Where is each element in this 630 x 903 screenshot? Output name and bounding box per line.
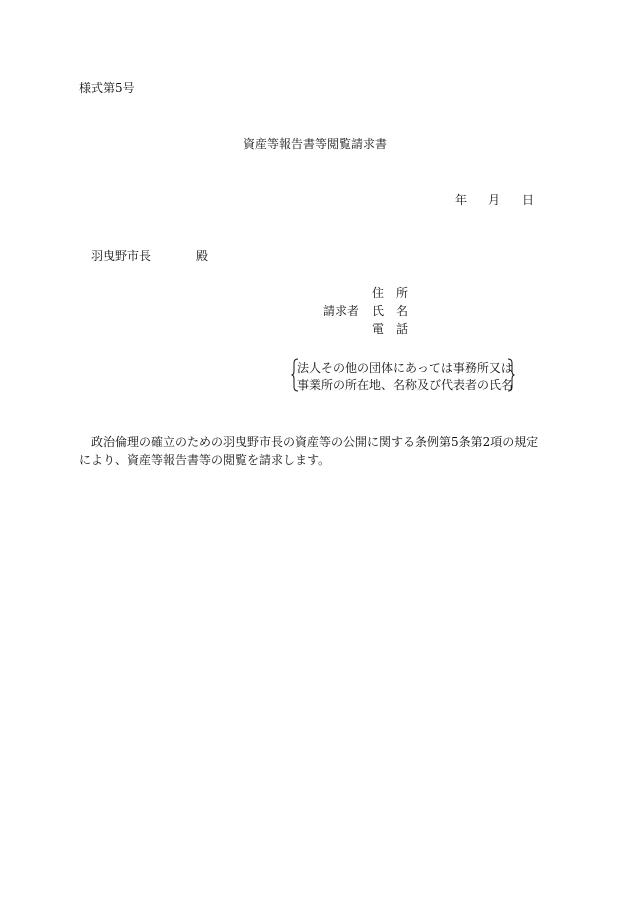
date-year-label: 年 — [455, 193, 468, 207]
form-number: 様式第5号 — [79, 81, 135, 95]
name-field-label — [372, 305, 408, 317]
date-day-label: 日 — [522, 193, 535, 207]
document-title: 資産等報告書等閲覧請求書 — [242, 137, 387, 151]
address-label-char-1: 住 — [372, 286, 385, 300]
corporate-note-line-2: 事業所の所在地、名称及び代表者の氏名 — [297, 378, 514, 392]
name-label-char-2: 名 — [396, 304, 409, 318]
date-month-label: 月 — [488, 193, 501, 207]
name-label-char-1: 氏 — [372, 304, 385, 318]
phone-label-char-2: 話 — [396, 322, 409, 336]
corporate-note-line-1: 法人その他の団体にあっては事務所又は — [297, 361, 513, 375]
right-brace-icon — [507, 358, 515, 392]
phone-field-label — [372, 323, 408, 335]
addressee-honorific: 殿 — [196, 249, 209, 263]
phone-label-char-1: 電 — [372, 322, 385, 336]
address-field-label — [372, 287, 408, 299]
address-label-char-2: 所 — [396, 286, 409, 300]
corporate-note — [297, 360, 513, 394]
requester-label: 請求者 — [323, 304, 360, 318]
request-body-text: 政治倫理の確立のための羽曳野市長の資産等の公開に関する条例第5条第2項の規定により、資産等報告書等の閲覧を請求します。 — [79, 435, 539, 467]
addressee-name: 羽曳野市長 — [91, 249, 152, 263]
